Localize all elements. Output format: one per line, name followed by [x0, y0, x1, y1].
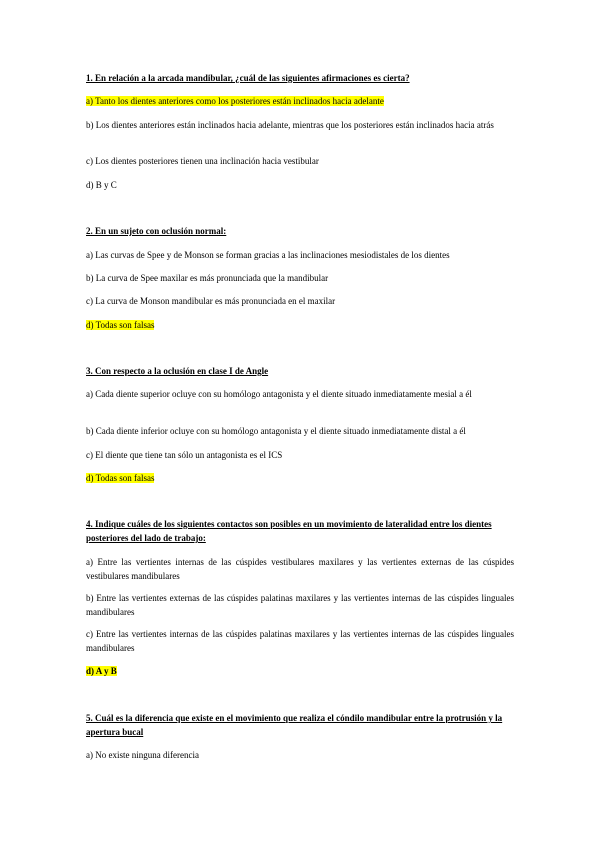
question-5-option-a: a) No existe ninguna diferencia [86, 750, 199, 760]
question-2-option-c: c) La curva de Monson mandibular es más pronunciada en el maxilar [86, 296, 336, 306]
question-3-title: 3. Con respecto a la oclusión en clase I de Angle [86, 366, 269, 376]
question-4-title: 4. Indique cuáles de los siguientes contactos son posibles en un movimiento de lateralidad entre los dientes posteriores del lado de trabajo: [86, 519, 492, 543]
question-2-option-b: b) La curva de Spee maxilar es más pronunciada que la mandibular [86, 273, 329, 283]
question-1-option-c: c) Los dientes posteriores tienen una inclinación hacia vestibular [86, 156, 319, 166]
question-4-option-c: c) Entre las vertientes internas de las cúspides palatinas maxilares y las vertientes internas de las cúspides linguales mandibulares [86, 629, 514, 653]
question-4-option-b: b) Entre las vertientes externas de las cúspides palatinas maxilares y las vertientes internas de las cúspides linguales mandibulares [86, 593, 514, 617]
question-2-option-a: a) Las curvas de Spee y de Monson se forman gracias a las inclinaciones mesiodistales de los dientes [86, 250, 450, 260]
question-4-option-d [86, 664, 514, 678]
question-1-title: 1. En relación a la arcada mandibular, ¿cuál de las siguientes afirmaciones es cierta? [86, 73, 410, 83]
answer-highlight: d) A y B [86, 666, 117, 676]
answer-highlight: d) Todas son falsas [86, 473, 155, 483]
question-3-option-d [86, 471, 514, 485]
question-3-option-b: b) Cada diente inferior ocluye con su homólogo antagonista y el diente situado inmediatamente distal a él [86, 426, 466, 436]
question-1-option-d: d) B y C [86, 180, 117, 190]
question-3-option-a: a) Cada diente superior ocluye con su homólogo antagonista y el diente situado inmediatamente mesial a él [86, 389, 472, 399]
question-2-option-d [86, 318, 514, 332]
question-4-option-a: a) Entre las vertientes internas de las cúspides vestibulares maxilares y las vertientes externas de las cúspides vestibulares mandibulares [86, 557, 514, 581]
question-2-title: 2. En un sujeto con oclusión normal: [86, 226, 227, 236]
answer-highlight: d) Todas son falsas [86, 320, 155, 330]
question-1-option-b: b) Los dientes anteriores están inclinados hacia adelante, mientras que los posteriores están inclinados hacia atrás [86, 120, 494, 130]
answer-highlight: a) Tanto los dientes anteriores como los posteriores están inclinados hacia adelante [86, 96, 384, 106]
question-5-title: 5. Cuál es la diferencia que existe en el movimiento que realiza el cóndilo mandibular entre la protrusión y la apertura bucal [86, 713, 503, 737]
question-1-option-a [86, 94, 514, 108]
question-3-option-c: c) El diente que tiene tan sólo un antagonista es el ICS [86, 450, 283, 460]
